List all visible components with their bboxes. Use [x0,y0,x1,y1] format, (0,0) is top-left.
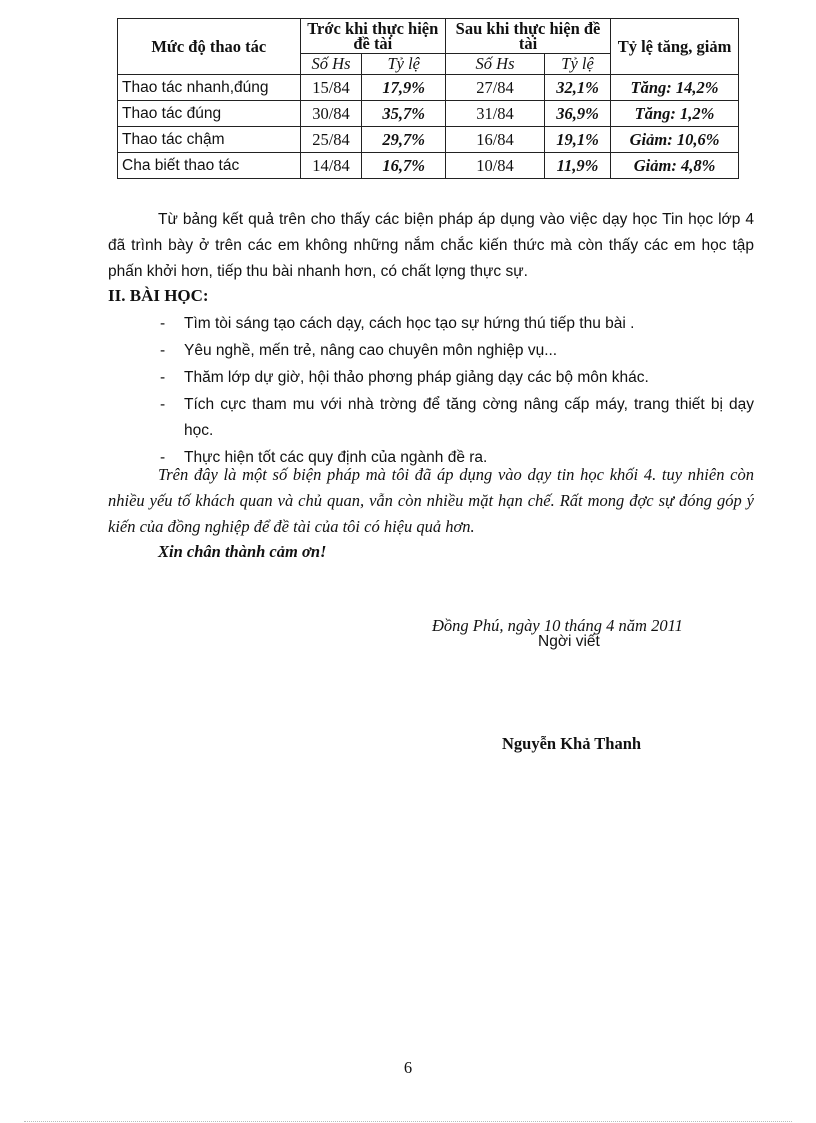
cell-after-count: 16/84 [446,127,545,153]
list-item-text: Tìm tòi sáng tạo cách dạy, cách học tạo sự hứng thú tiếp thu bài . [184,315,635,332]
closing-paragraph: Trên đây là một số biện pháp mà tôi đã áp dụng vào dạy tin học khối 4. tuy nhiên còn nhiều yếu tố khách quan và chủ quan, vẫn còn nhiều mặt hạn chế. Rất mong đợc sự đóng góp ý kiến của đồng nghiệp để đề tài của tôi có hiệu quả hơn. [108,465,754,536]
cell-after-count: 31/84 [446,101,545,127]
cell-before-count: 14/84 [300,153,362,179]
results-paragraph: Từ bảng kết quả trên cho thấy các biện pháp áp dụng vào việc dạy học Tin học lớp 4 đã trình bày ở trên các em không những nắm chắc kiến thức mà còn thấy các em học tập phấn khởi hơn, tiếp thu bài nhanh hơn, có chất lợng thực sự. [108,211,754,280]
dash-bullet: - [160,449,166,466]
cell-before-rate: 16,7% [362,153,446,179]
cell-before-count: 30/84 [300,101,362,127]
dash-bullet: - [160,369,166,386]
cell-after-rate: 36,9% [545,101,611,127]
cell-after-count: 27/84 [446,75,545,101]
list-item [160,392,754,444]
section-title: II. BÀI HỌC: [108,286,209,305]
cell-change: Giảm: 10,6% [611,127,739,153]
cell-after-rate: 11,9% [545,153,611,179]
header-before: Trớc khi thực hiện đề tài [300,19,445,54]
writer-label: Ngời viết [538,633,600,650]
list-item [160,365,754,391]
table-row [118,153,739,179]
table-row [118,101,739,127]
header-level: Mức độ thao tác [118,19,301,75]
cell-before-rate: 35,7% [362,101,446,127]
cell-level: Thao tác đúng [118,101,301,127]
header-rate-change: Tỷ lệ tăng, giảm [611,19,739,75]
table-row [118,127,739,153]
list-item-text: Thăm lớp dự giờ, hội thảo phơng pháp giảng dạy các bộ môn khác. [184,369,649,386]
dateline: Đồng Phú, ngày 10 tháng 4 năm 2011 [432,616,683,635]
cell-before-count: 25/84 [300,127,362,153]
list-item-text: Tích cực tham mu với nhà trờng để tăng cờng nâng cấp máy, trang thiết bị dạy học. [184,396,754,439]
cell-change: Tăng: 14,2% [611,75,739,101]
page-number: 6 [403,1058,413,1077]
cell-before-rate: 29,7% [362,127,446,153]
list-item [160,338,754,364]
header-after: Sau khi thực hiện đề tài [446,19,611,54]
thanks-line: Xin chân thành cảm ơn! [158,542,327,561]
cell-change: Giảm: 4,8% [611,153,739,179]
list-item-text: Yêu nghề, mến trẻ, nâng cao chuyên môn nghiệp vụ... [184,342,558,359]
cell-change: Tăng: 1,2% [611,101,739,127]
subheader-after-rate: Tỷ lệ [545,54,611,75]
cell-before-rate: 17,9% [362,75,446,101]
table-header-row [118,19,739,54]
cell-before-count: 15/84 [300,75,362,101]
table-row [118,75,739,101]
dash-bullet: - [160,342,166,359]
result-table [117,18,739,179]
list-item-text: Thực hiện tốt các quy định của ngành đề ra. [184,449,488,466]
dash-bullet: - [160,396,166,413]
cell-after-count: 10/84 [446,153,545,179]
cell-level: Cha biết thao tác [118,153,301,179]
subheader-after-count: Số Hs [446,54,545,75]
cell-after-rate: 19,1% [545,127,611,153]
dash-bullet: - [160,315,166,332]
list-item [160,311,754,337]
subheader-before-count: Số Hs [300,54,362,75]
lessons-list [160,311,754,472]
subheader-before-rate: Tỷ lệ [362,54,446,75]
cell-level: Thao tác nhanh,đúng [118,75,301,101]
cell-level: Thao tác chậm [118,127,301,153]
signer-name: Nguyễn Khả Thanh [502,734,642,753]
page-bottom-divider [24,1121,792,1122]
cell-after-rate: 32,1% [545,75,611,101]
